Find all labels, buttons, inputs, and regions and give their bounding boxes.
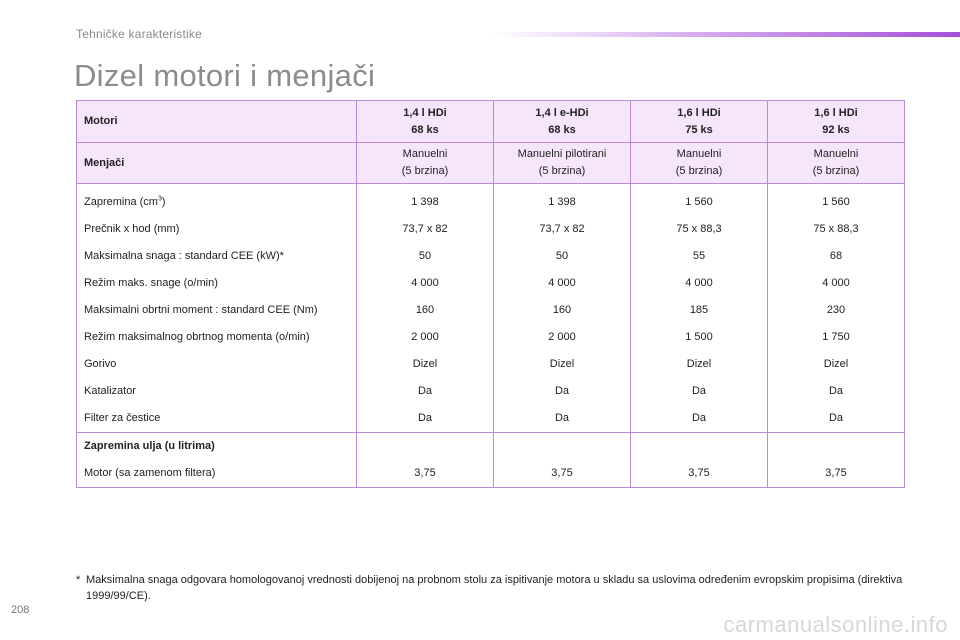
value-cell: Da xyxy=(631,405,768,433)
header-accent-bar xyxy=(490,32,960,37)
value-cell: Dizel xyxy=(631,351,768,378)
value-cell: 2 000 xyxy=(357,323,494,350)
section-header: Tehničke karakteristike xyxy=(76,27,202,41)
row-label: Gorivo xyxy=(77,351,357,378)
engine-cell: 1,4 l HDi 68 ks xyxy=(357,101,494,143)
row-label: Motor (sa zamenom filtera) xyxy=(77,459,357,488)
value-cell: 1 560 xyxy=(768,184,905,216)
table-row xyxy=(77,323,905,350)
oil-heading: Zapremina ulja (u litrima) xyxy=(77,432,357,459)
footnote xyxy=(76,572,906,604)
gearboxes-label: Menjači xyxy=(77,143,357,184)
value-cell: 4 000 xyxy=(494,269,631,296)
value-cell: Dizel xyxy=(357,351,494,378)
value-cell: 75 x 88,3 xyxy=(631,215,768,242)
value-cell: 75 x 88,3 xyxy=(768,215,905,242)
table-row xyxy=(77,405,905,433)
value-cell: Dizel xyxy=(768,351,905,378)
value-cell: Da xyxy=(494,405,631,433)
table-row xyxy=(77,242,905,269)
value-cell: 185 xyxy=(631,296,768,323)
row-label: Prečnik x hod (mm) xyxy=(77,215,357,242)
row-label: Režim maks. snage (o/min) xyxy=(77,269,357,296)
value-cell: Dizel xyxy=(494,351,631,378)
table-row xyxy=(77,378,905,405)
value-cell: Da xyxy=(768,378,905,405)
oil-row xyxy=(77,459,905,488)
engine-cell: 1,6 l HDi 92 ks xyxy=(768,101,905,143)
value-cell: 73,7 x 82 xyxy=(494,215,631,242)
value-cell: 1 398 xyxy=(494,184,631,216)
value-cell: 3,75 xyxy=(357,459,494,488)
engines-row xyxy=(77,101,905,143)
value-cell: Da xyxy=(357,405,494,433)
value-cell: Da xyxy=(768,405,905,433)
page-title: Dizel motori i menjači xyxy=(74,58,376,93)
value-cell: 230 xyxy=(768,296,905,323)
engine-spec-table xyxy=(76,100,905,488)
row-label: Katalizator xyxy=(77,378,357,405)
value-cell: 160 xyxy=(357,296,494,323)
value-cell: 50 xyxy=(494,242,631,269)
gearbox-cell: Manuelni (5 brzina) xyxy=(631,143,768,184)
row-label: Filter za čestice xyxy=(77,405,357,433)
gearbox-cell: Manuelni (5 brzina) xyxy=(768,143,905,184)
gearbox-cell: Manuelni pilotirani (5 brzina) xyxy=(494,143,631,184)
value-cell: 3,75 xyxy=(631,459,768,488)
row-label: Maksimalni obrtni moment : standard CEE (Nm) xyxy=(77,296,357,323)
oil-heading-row xyxy=(77,432,905,459)
value-cell: 2 000 xyxy=(494,323,631,350)
value-cell: 3,75 xyxy=(768,459,905,488)
row-label: Zapremina $(cm^3)$ xyxy=(77,184,357,216)
value-cell: 3,75 xyxy=(494,459,631,488)
table-row xyxy=(77,296,905,323)
footnote-text: Maksimalna snaga odgovara homologovanoj vrednosti dobijenoj na probnom stolu za ispitivanje motora u skladu sa uslovima određenim evropskim propisima (direktiva 1999/99/CE). xyxy=(86,574,903,602)
engine-cell: 1,4 l e-HDi 68 ks xyxy=(494,101,631,143)
value-cell: 50 xyxy=(357,242,494,269)
value-cell: 68 xyxy=(768,242,905,269)
footnote-mark: * xyxy=(76,574,81,586)
table-row xyxy=(77,184,905,216)
value-cell: 73,7 x 82 xyxy=(357,215,494,242)
value-cell: 55 xyxy=(631,242,768,269)
page-number: 208 xyxy=(11,604,30,616)
gearbox-cell: Manuelni (5 brzina) xyxy=(357,143,494,184)
gearboxes-row xyxy=(77,143,905,184)
value-cell: 1 500 xyxy=(631,323,768,350)
value-cell: 1 398 xyxy=(357,184,494,216)
value-cell: Da xyxy=(357,378,494,405)
table-row xyxy=(77,269,905,296)
engine-cell: 1,6 l HDi 75 ks xyxy=(631,101,768,143)
value-cell: 4 000 xyxy=(357,269,494,296)
value-cell: 4 000 xyxy=(631,269,768,296)
engines-label: Motori xyxy=(77,101,357,143)
value-cell: 1 560 xyxy=(631,184,768,216)
table-row xyxy=(77,215,905,242)
value-cell: 4 000 xyxy=(768,269,905,296)
row-label: Maksimalna snaga : standard CEE (kW)* xyxy=(77,242,357,269)
row-label: Režim maksimalnog obrtnog momenta (o/min) xyxy=(77,323,357,350)
value-cell: 160 xyxy=(494,296,631,323)
table-row xyxy=(77,351,905,378)
value-cell: Da xyxy=(494,378,631,405)
watermark: carmanualsonline.info xyxy=(723,612,948,637)
value-cell: 1 750 xyxy=(768,323,905,350)
value-cell: Da xyxy=(631,378,768,405)
